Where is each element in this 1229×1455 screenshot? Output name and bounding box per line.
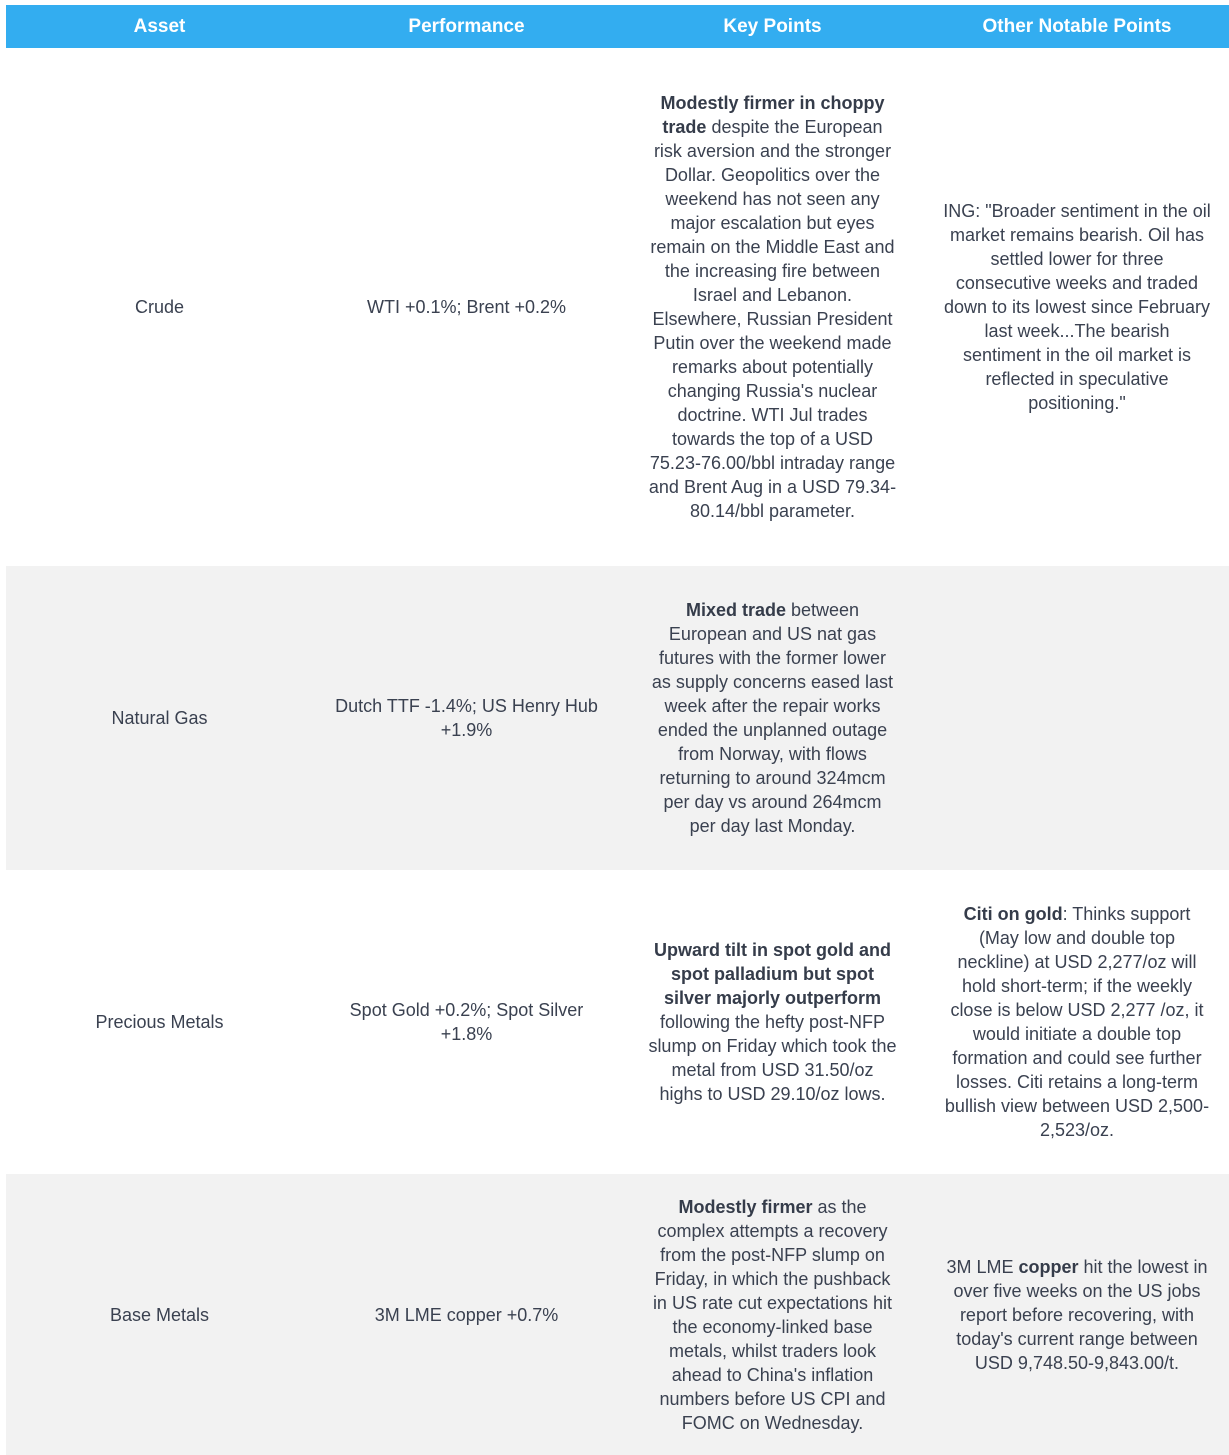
key-points-cell: [620, 566, 925, 870]
asset-cell: Natural Gas: [6, 566, 313, 870]
other-notable-prefix: 3M LME: [946, 1256, 1019, 1277]
performance-cell: Spot Gold +0.2%; Spot Silver +1.8%: [349, 1000, 584, 1044]
key-points-text: between European and US nat gas futures with the former lower as supply concerns eased last week after the repair works ended the unplanned outage from Norway, with flows returning to around 324mcm per day vs around 264mcm per day last Monday.: [651, 600, 894, 836]
performance-cell: WTI +0.1%; Brent +0.2%: [366, 297, 567, 317]
other-notable-points-cell: [925, 1174, 1229, 1455]
commodities-table: [6, 5, 1229, 1455]
asset-cell: Crude: [134, 297, 185, 317]
key-points-cell: [620, 1174, 925, 1455]
table-row-base-metals: [6, 1174, 1229, 1455]
table-header: [6, 5, 1229, 48]
performance-cell: 3M LME copper +0.7%: [313, 1174, 620, 1455]
key-points-text: despite the European risk aversion and the stronger Dollar. Geopolitics over the weekend has not seen any major escalation but eyes remain on the Middle East and the increasing fire between Israel and Lebanon. Elsewhere, Russian President Putin over the weekend made remarks about potentially changing Russia's nuclear doctrine. WTI Jul trades towards the top of a USD 75.23-76.00/bbl intraday range and Brent Aug in a USD 79.34-80.14/bbl parameter.: [648, 117, 897, 521]
other-notable-text: : Thinks support (May low and double top neckline) at USD 2,277/oz will hold short-term; if the weekly close is below USD 2,277 /oz, it would initiate a double top formation and could see further losses. Citi retains a long-term bullish view between USD 2,500-2,523/oz.: [944, 904, 1210, 1140]
other-notable-points-cell: [925, 870, 1229, 1174]
table-body: [6, 48, 1229, 1455]
table-row-precious-metals: [6, 870, 1229, 1174]
asset-cell: Base Metals: [6, 1174, 313, 1455]
performance-cell: Dutch TTF -1.4%; US Henry Hub +1.9%: [313, 566, 620, 870]
key-points-highlight: Mixed trade: [685, 600, 786, 620]
key-points-cell: [620, 870, 925, 1174]
table-row-natural-gas: [6, 566, 1229, 870]
key-points-cell: [620, 48, 925, 566]
column-header-key-points: Key Points: [620, 5, 925, 48]
table-row-crude: [6, 48, 1229, 566]
key-points-text: following the hefty post-NFP slump on Friday which took the metal from USD 31.50/oz highs to USD 29.10/oz lows.: [648, 1012, 897, 1104]
column-header-performance: Performance: [313, 5, 620, 48]
other-notable-points-cell: [925, 566, 1229, 870]
other-notable-highlight: copper: [1018, 1256, 1079, 1277]
other-notable-text: hit the lowest in over five weeks on the US jobs report before recovering, with today's current range between USD 9,748.50-9,843.00/t.: [953, 1256, 1208, 1373]
asset-cell: Precious Metals: [95, 1012, 224, 1032]
other-notable-text: ING: "Broader sentiment in the oil market remains bearish. Oil has settled lower for three consecutive weeks and traded down to its lowest since February last week...The bearish sentiment in the oil market is reflected in speculative positioning.": [943, 201, 1211, 413]
other-notable-highlight: Citi on gold: [963, 904, 1063, 924]
key-points-highlight: Modestly firmer: [678, 1196, 813, 1217]
key-points-highlight: Modestly firmer in choppy trade: [660, 93, 885, 137]
header-row: [6, 5, 1229, 48]
column-header-asset: Asset: [6, 5, 313, 48]
other-notable-points-cell: [925, 48, 1229, 566]
key-points-text: as the complex attempts a recovery from the post-NFP slump on Friday, in which the pushback in US rate cut expectations hit the economy-linked base metals, whilst traders look ahead to China's inflation numbers before US CPI and FOMC on Wednesday.: [652, 1196, 893, 1433]
column-header-other-notable-points: Other Notable Points: [925, 5, 1229, 48]
key-points-highlight: Upward tilt in spot gold and spot palladium but spot silver majorly outperform: [654, 940, 891, 1008]
